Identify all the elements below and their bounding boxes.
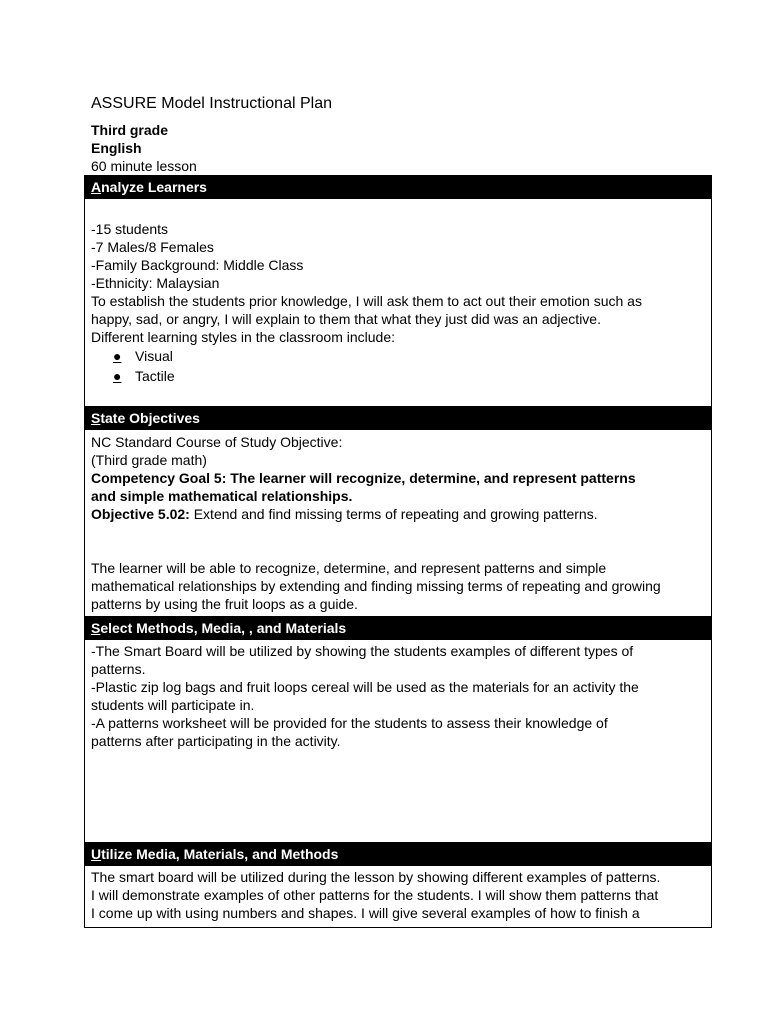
method-item: students will participate in. (91, 697, 255, 713)
section-initial: S (91, 410, 101, 426)
objective-label: Objective 5.02: (91, 506, 190, 522)
section-header-select-methods (85, 616, 711, 640)
lesson-duration: 60 minute lesson (91, 158, 197, 174)
learner-ethnicity: -Ethnicity: Malaysian (91, 275, 220, 291)
select-methods-body (91, 642, 705, 750)
objective-text: Extend and find missing terms of repeating and growing patterns. (189, 506, 598, 522)
grade-level: Third grade (91, 122, 169, 138)
prior-knowledge-text: To establish the students prior knowledge, I will ask them to act out their emotion such as (91, 293, 642, 309)
standard-label: NC Standard Course of Study Objective: (91, 434, 343, 450)
learning-outcome (91, 559, 705, 613)
learner-family-background: -Family Background: Middle Class (91, 257, 304, 273)
learner-count: -15 students (91, 221, 169, 237)
competency-goal: and simple mathematical relationships. (91, 488, 353, 504)
utilize-text: I will demonstrate examples of other patterns for the students. I will show them patterns that (91, 887, 659, 903)
learning-style-tactile: Tactile (135, 368, 175, 384)
bullet-icon: ● (113, 368, 122, 384)
bullet-icon: ● (113, 348, 122, 364)
subject-note: (Third grade math) (91, 452, 207, 468)
section-title-rest: tilize Media, Materials, and Methods (101, 846, 339, 862)
section-title-rest: tate Objectives (100, 410, 200, 426)
learner-gender: -7 Males/8 Females (91, 239, 214, 255)
method-item: -Plastic zip log bags and fruit loops cereal will be used as the materials for an activity the (91, 679, 639, 695)
subject: English (91, 140, 142, 156)
section-title-rest: elect Methods, Media, , and Materials (100, 620, 347, 636)
section-initial: S (91, 620, 101, 636)
learning-style-visual: Visual (135, 348, 173, 364)
section-title-rest: nalyze Learners (101, 179, 207, 195)
outcome-text: patterns by using the fruit loops as a guide. (91, 596, 358, 612)
utilize-media-body (91, 868, 705, 922)
instructional-plan-table (84, 175, 712, 928)
page-title: ASSURE Model Instructional Plan (91, 95, 332, 112)
state-objectives-body (91, 433, 705, 523)
competency-goal: Competency Goal 5: The learner will recognize, determine, and represent patterns (91, 470, 636, 486)
list-item (91, 346, 705, 366)
utilize-text: I come up with using numbers and shapes. I will give several examples of how to finish a (91, 905, 640, 921)
method-item: patterns after participating in the activity. (91, 733, 341, 749)
objective-line (91, 505, 705, 523)
method-item: -The Smart Board will be utilized by showing the students examples of different types of (91, 643, 634, 659)
outcome-text: mathematical relationships by extending and finding missing terms of repeating and growing (91, 578, 661, 594)
method-item: -A patterns worksheet will be provided for the students to assess their knowledge of (91, 715, 608, 731)
method-item: patterns. (91, 661, 146, 677)
outcome-text: The learner will be able to recognize, determine, and represent patterns and simple (91, 560, 607, 576)
section-header-utilize-media (85, 842, 711, 866)
analyze-learners-body (91, 220, 705, 386)
list-item (91, 366, 705, 386)
learning-styles-intro: Different learning styles in the classroom include: (91, 329, 396, 345)
prior-knowledge-text: happy, sad, or angry, I will explain to them that what they just did was an adjective. (91, 311, 601, 327)
utilize-text: The smart board will be utilized during the lesson by showing different examples of patterns. (91, 869, 661, 885)
section-header-state-objectives (85, 406, 711, 430)
section-initial: U (91, 846, 102, 862)
section-initial: A (91, 179, 102, 195)
section-header-analyze-learners (85, 175, 711, 199)
